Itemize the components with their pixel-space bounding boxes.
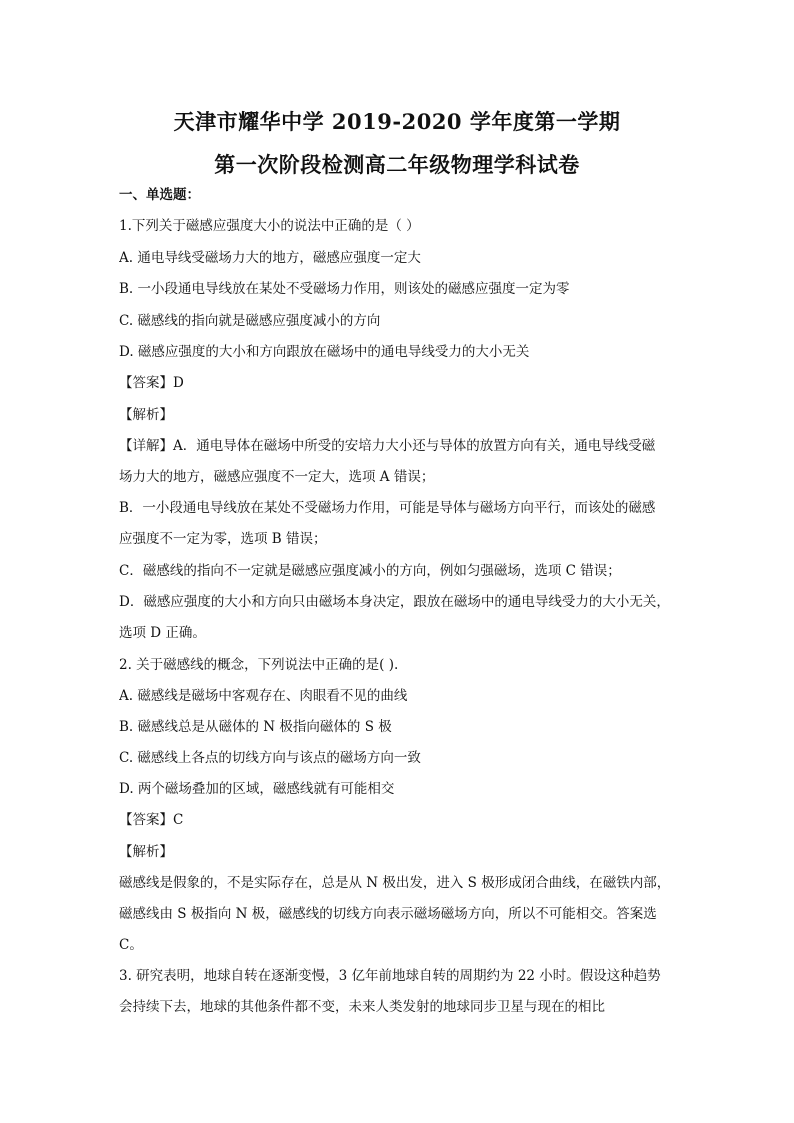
question-2-analysis-line-1: 磁感线是假象的，不是实际存在，总是从 N 极出发，进入 S 极形成闭合曲线，在磁铁内部，: [119, 875, 671, 891]
question-1-detail-line-1: 【详解】A．通电导体在磁场中所受的安培力大小还与导体的放置方向有关，通电导线受磁: [119, 438, 656, 454]
question-1-detail-line-2: 场力大的地方，磁感应强度不一定大，选项 A 错误；: [119, 469, 435, 485]
exam-title-line-2: 第一次阶段检测高二年级物理学科试卷: [214, 152, 580, 177]
question-1-option-a: A. 通电导线受磁场力大的地方，磁感应强度一定大: [119, 250, 421, 266]
question-2-analysis-line-3: C。: [119, 937, 143, 953]
exam-title-line-1: 天津市耀华中学 2019-2020 学年度第一学期: [173, 109, 621, 134]
question-2-analysis-label: 【解析】: [119, 844, 173, 860]
question-2-option-a: A. 磁感线是磁场中客观存在、肉眼看不见的曲线: [119, 688, 408, 704]
question-1-analysis-label: 【解析】: [119, 407, 173, 423]
question-1-detail-line-5: C．磁感线的指向不一定就是磁感应强度减小的方向，例如匀强磁场，选项 C 错误；: [119, 563, 621, 579]
question-1-option-b: B. 一小段通电导线放在某处不受磁场力作用，则该处的磁感应强度一定为零: [119, 281, 570, 297]
question-1-stem: 1.下列关于磁感应强度大小的说法中正确的是（ ）: [119, 218, 420, 234]
question-1-detail-line-6: D．磁感应强度的大小和方向只由磁场本身决定，跟放在磁场中的通电导线受力的大小无关，: [119, 594, 670, 610]
question-3-stem-line-1: 3. 研究表明，地球自转在逐渐变慢，3 亿年前地球自转的周期约为 22 小时。假设这种趋势: [119, 968, 661, 984]
question-1-option-d: D. 磁感应强度的大小和方向跟放在磁场中的通电导线受力的大小无关: [119, 344, 530, 360]
question-2-stem: 2. 关于磁感线的概念，下列说法中正确的是( ).: [119, 657, 399, 673]
question-2-analysis-line-2: 磁感线由 S 极指向 N 极，磁感线的切线方向表示磁场磁场方向，所以不可能相交。答案选: [119, 906, 657, 922]
section-heading: 一、单选题：: [119, 187, 200, 203]
question-1-detail-line-7: 选项 D 正确。: [119, 625, 206, 641]
question-2-answer: 【答案】C: [119, 812, 184, 828]
question-3-stem-line-2: 会持续下去，地球的其他条件都不变，未来人类发射的地球同步卫星与现在的相比: [119, 999, 605, 1015]
question-1-detail-line-3: B．一小段通电导线放在某处不受磁场力作用，可能是导体与磁场方向平行，而该处的磁感: [119, 500, 656, 516]
question-1-answer: 【答案】D: [119, 375, 184, 391]
question-1-detail-line-4: 应强度不一定为零，选项 B 错误；: [119, 531, 327, 547]
question-2-option-c: C. 磁感线上各点的切线方向与该点的磁场方向一致: [119, 750, 421, 766]
question-2-option-b: B. 磁感线总是从磁体的 N 极指向磁体的 S 极: [119, 719, 392, 735]
question-1-option-c: C. 磁感线的指向就是磁感应强度减小的方向: [119, 313, 381, 329]
question-2-option-d: D. 两个磁场叠加的区域，磁感线就有可能相交: [119, 781, 395, 797]
